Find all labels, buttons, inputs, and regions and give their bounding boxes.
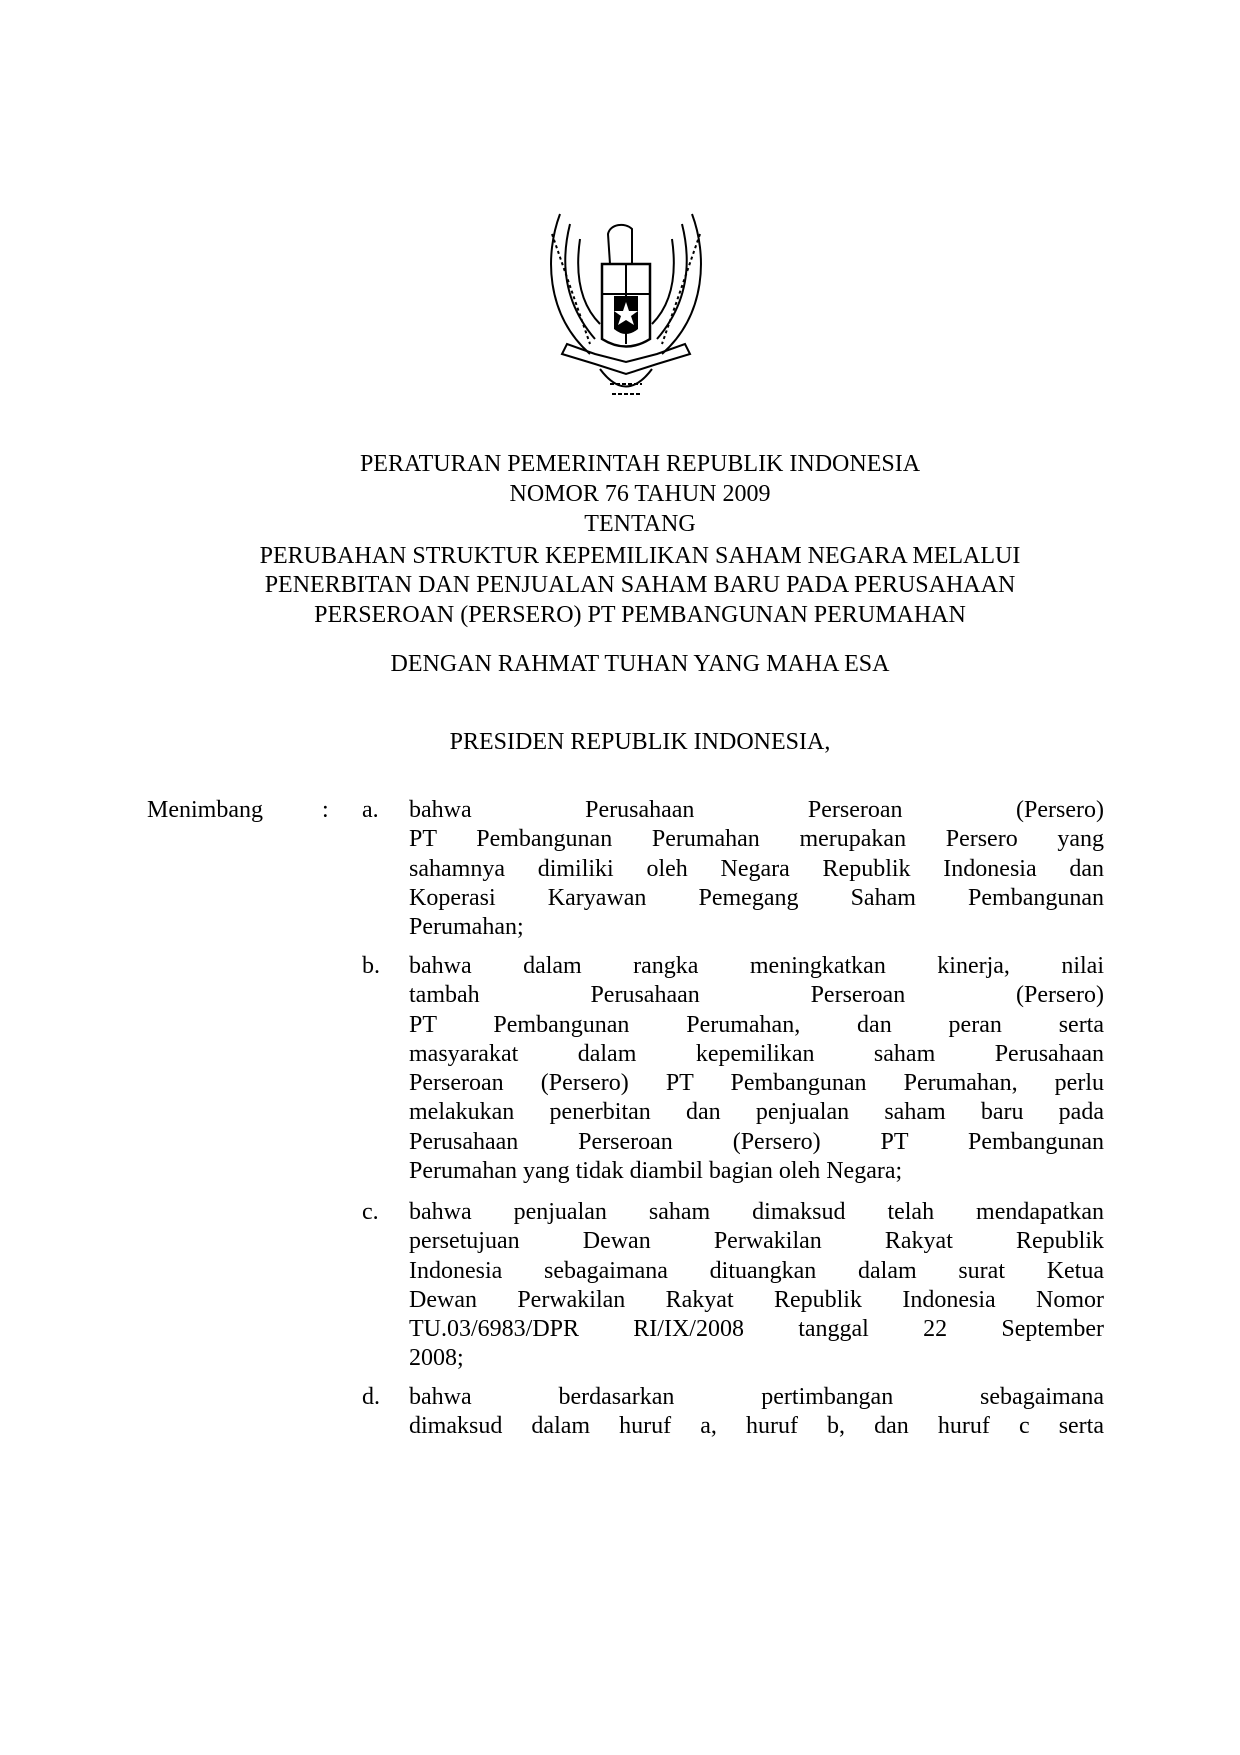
title-line-number: NOMOR 76 TAHUN 2009 <box>509 480 771 507</box>
item-marker: c. <box>362 1199 379 1225</box>
subject-line-2: PENERBITAN DAN PENJUALAN SAHAM BARU PADA PERUSAHAAN <box>264 572 1016 598</box>
consideration-item <box>409 952 1104 1186</box>
item-marker: a. <box>362 797 379 823</box>
president-heading: PRESIDEN REPUBLIK INDONESIA, <box>449 729 831 755</box>
text-line: Dewan Perwakilan Rakyat Republik Indonesia Nomor <box>409 1286 1104 1313</box>
garuda-emblem <box>540 204 712 419</box>
text-line: bahwa penjualan saham dimaksud telah mendapatkan <box>409 1199 1104 1225</box>
text-line: melakukan penerbitan dan penjualan saham baru pada <box>409 1099 1104 1126</box>
text-line: TU.03/6983/DPR RI/IX/2008 tanggal 22 September <box>409 1316 1104 1343</box>
text-line: sahamnya dimiliki oleh Negara Republik Indonesia dan <box>409 855 1104 882</box>
consideration-item <box>409 1198 1104 1374</box>
title-line-tentang: TENTANG <box>584 511 696 537</box>
text-line: bahwa berdasarkan pertimbangan sebagaimana <box>409 1384 1104 1410</box>
menimbang-colon: : <box>322 797 329 823</box>
text-line: Perusahaan Perseroan (Persero) PT Pembangunan <box>409 1128 1104 1155</box>
text-line: persetujuan Dewan Perwakilan Rakyat Republik <box>409 1228 1104 1255</box>
text-line: dimaksud dalam huruf a, huruf b, dan huruf c serta <box>409 1413 1104 1440</box>
invocation: DENGAN RAHMAT TUHAN YANG MAHA ESA <box>390 651 890 677</box>
text-line: Perumahan; <box>409 914 524 941</box>
text-line: PT Pembangunan Perumahan, dan peran serta <box>409 1011 1104 1038</box>
garuda-emblem-icon <box>540 204 712 419</box>
text-line: Indonesia sebagaimana dituangkan dalam surat Ketua <box>409 1257 1104 1284</box>
text-line: tambah Perusahaan Perseroan (Persero) <box>409 982 1104 1009</box>
item-marker: d. <box>362 1384 380 1410</box>
title-line-1: PERATURAN PEMERINTAH REPUBLIK INDONESIA <box>359 451 921 477</box>
text-line: masyarakat dalam kepemilikan saham Perusahaan <box>409 1040 1104 1067</box>
item-marker: b. <box>362 953 380 979</box>
regulation-title <box>0 450 1240 630</box>
text-line: bahwa Perusahaan Perseroan (Persero) <box>409 797 1104 823</box>
consideration-item <box>409 1383 1104 1442</box>
text-line: Perseroan (Persero) PT Pembangunan Perumahan, perlu <box>409 1070 1104 1097</box>
text-line: 2008; <box>409 1345 464 1372</box>
menimbang-label: Menimbang <box>147 797 263 823</box>
consideration-item <box>409 796 1104 942</box>
text-line: Perumahan yang tidak diambil bagian oleh Negara; <box>409 1158 903 1185</box>
subject-line-3: PERSEROAN (PERSERO) PT PEMBANGUNAN PERUMAHAN <box>314 601 966 628</box>
subject-line-1: PERUBAHAN STRUKTUR KEPEMILIKAN SAHAM NEGARA MELALUI <box>259 542 1021 569</box>
text-line: Koperasi Karyawan Pemegang Saham Pembangunan <box>409 884 1104 911</box>
text-line: bahwa dalam rangka meningkatkan kinerja, nilai <box>409 953 1104 979</box>
text-line: PT Pembangunan Perumahan merupakan Persero yang <box>409 826 1104 853</box>
